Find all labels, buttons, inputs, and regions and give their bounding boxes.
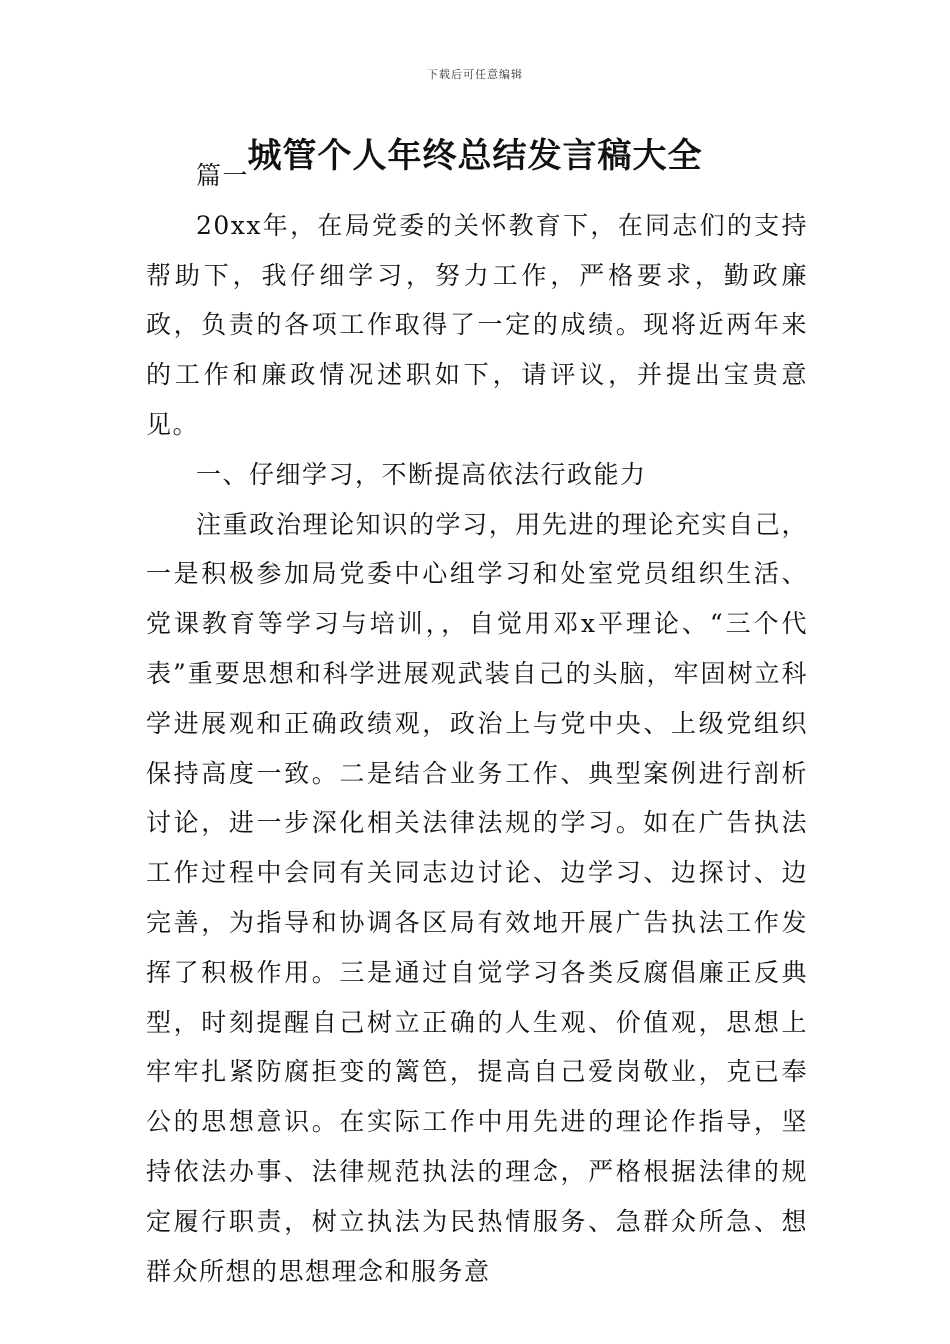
header-note: 下载后可任意编辑 [427, 68, 523, 81]
section-heading: 一、仔细学习，不断提高依法行政能力 [196, 459, 647, 489]
section-label: 篇一 [196, 161, 250, 190]
document-body [146, 151, 808, 1296]
body-paragraph: 20xx年，在局党委的关怀教育下，在同志们的支持帮助下，我仔细学习，努力工作，严格要求，勤政廉政，负责的各项工作取得了一定的成绩。现将近两年来的工作和廉政情况述职如下，请评议，并提出宝贵意见。 [146, 210, 808, 439]
body-paragraph: 注重政治理论知识的学习，用先进的理论充实自己，一是积极参加局党委中心组学习和处室党员组织生活、党课教育等学习与培训，，自觉用邓x平理论、“三个代表”重要思想和科学进展观武装自己的头脑，牢固树立科学进展观和正确政绩观，政治上与党中央、上级党组织保持高度一致。二是结合业务工作、典型案例进行剖析讨论，进一步深化相关法律法规的学习。如在广告执法工作过程中会同有关同志边讨论、边学习、边探讨、边完善，为指导和协调各区局有效地开展广告执法工作发挥了积极作用。三是通过自觉学习各类反腐倡廉正反典型，时刻提醒自己树立正确的人生观、价值观，思想上牢牢扎紧防腐拒变的篱笆，提高自己爱岗敬业，克已奉公的思想意识。在实际工作中用先进的理论作指导，坚持依法办事、法律规范执法的理念，严格根据法律的规定履行职责，树立执法为民热情服务、急群众所急、想群众所想的思想理念和服务意 [146, 509, 808, 1286]
document-title: 城管个人年终总结发言稿大全 [247, 136, 703, 176]
